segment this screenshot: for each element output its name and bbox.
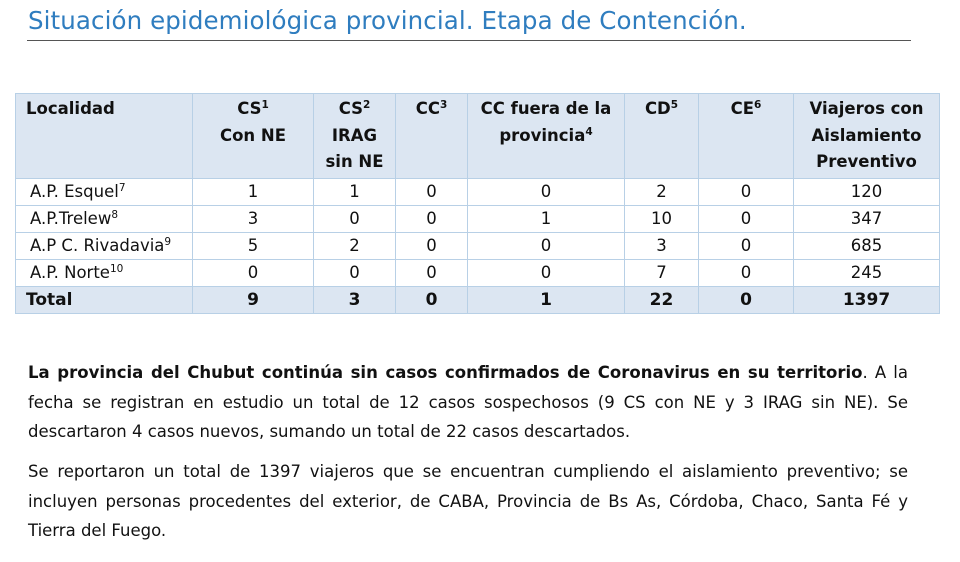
header-cd: $CD^5$ <box>625 94 699 179</box>
table-total-row <box>16 286 940 313</box>
table-header-row <box>16 94 940 179</box>
cell-total-ce: 0 <box>699 286 794 313</box>
title-divider <box>27 40 911 41</box>
cell-total-label: Total <box>16 286 193 313</box>
cell-localidad: A.P C. Rivadavia$^9$ <box>16 232 193 259</box>
summary-body: . A la fecha se registran en estudio un total de 12 casos sospechosos (9 CS con NE y 3 IRAG sin NE). Se descartaron 4 casos nuevos, sumando un total de 22 casos descartados. <box>28 363 908 441</box>
cell-cs-con-ne: 5 <box>193 232 314 259</box>
cell-viajeros: 347 <box>794 205 940 232</box>
cell-localidad: A.P. Esquel$^7$ <box>16 178 193 205</box>
cell-cd: 7 <box>625 259 699 286</box>
cell-total-cc-fuera: 1 <box>468 286 625 313</box>
header-localidad: Localidad <box>16 94 193 179</box>
cell-total-cd: 22 <box>625 286 699 313</box>
header-ce: $CE^6$ <box>699 94 794 179</box>
travelers-paragraph: Se reportaron un total de 1397 viajeros que se encuentran cumpliendo el aislamiento preventivo; se incluyen personas procedentes del exterior, de CABA, Provincia de Bs As, Córdoba, Chaco, Santa Fé y Tierra del Fuego. <box>28 462 908 540</box>
header-cs-irag: $CS^2$ IRAG sin NE <box>314 94 396 179</box>
cell-total-cs-irag: 3 <box>314 286 396 313</box>
cell-cd: 2 <box>625 178 699 205</box>
cell-cs-irag: 1 <box>314 178 396 205</box>
cell-total-cs-con-ne: 9 <box>193 286 314 313</box>
cell-viajeros: 120 <box>794 178 940 205</box>
cell-viajeros: 685 <box>794 232 940 259</box>
cell-cc: 0 <box>396 259 468 286</box>
cell-cs-irag: 0 <box>314 205 396 232</box>
table-row <box>16 205 940 232</box>
cell-cs-con-ne: 1 <box>193 178 314 205</box>
cell-localidad: A.P. Norte$^{10}$ <box>16 259 193 286</box>
cell-cc-fuera: 1 <box>468 205 625 232</box>
cell-cd: 10 <box>625 205 699 232</box>
cell-ce: 0 <box>699 232 794 259</box>
table-row <box>16 232 940 259</box>
cell-ce: 0 <box>699 178 794 205</box>
cell-cd: 3 <box>625 232 699 259</box>
cell-cs-irag: 0 <box>314 259 396 286</box>
cell-total-viajeros: 1397 <box>794 286 940 313</box>
page-title: Situación epidemiológica provincial. Etapa de Contención. <box>28 6 747 35</box>
header-cc-fuera: CC fuera de la provincia$^4$ <box>468 94 625 179</box>
cell-ce: 0 <box>699 205 794 232</box>
cell-cc: 0 <box>396 205 468 232</box>
cell-cs-irag: 2 <box>314 232 396 259</box>
cases-table <box>15 93 940 314</box>
cell-cc: 0 <box>396 232 468 259</box>
header-cc: $CC^3$ <box>396 94 468 179</box>
cell-viajeros: 245 <box>794 259 940 286</box>
header-viajeros: Viajeros con Aislamiento Preventivo <box>794 94 940 179</box>
cell-localidad: A.P.Trelew$^8$ <box>16 205 193 232</box>
cell-cc-fuera: 0 <box>468 178 625 205</box>
header-cs-con-ne: $CS^1$ Con NE <box>193 94 314 179</box>
summary-paragraph <box>28 358 908 447</box>
cell-cc: 0 <box>396 178 468 205</box>
cell-cc-fuera: 0 <box>468 232 625 259</box>
cell-cc-fuera: 0 <box>468 259 625 286</box>
cell-ce: 0 <box>699 259 794 286</box>
cell-cs-con-ne: 3 <box>193 205 314 232</box>
cell-cs-con-ne: 0 <box>193 259 314 286</box>
cell-total-cc: 0 <box>396 286 468 313</box>
table-row <box>16 178 940 205</box>
summary-lead: La provincia del Chubut continúa sin casos confirmados de Coronavirus en su territorio <box>28 363 863 382</box>
table-row <box>16 259 940 286</box>
